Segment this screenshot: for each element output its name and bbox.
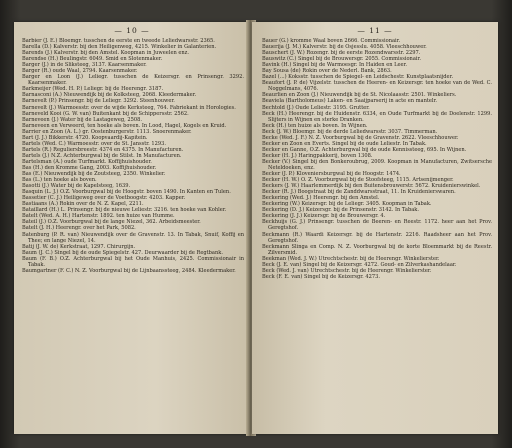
directory-entry: Bechtold (J.) Oude Leliestr. 3195. Grutter.	[262, 104, 370, 111]
directory-entry: Bartels (R.) Reguliersbreestr. 4374 en 4375. In Manufacturen.	[22, 146, 184, 153]
directory-entry: Becker (H. J.) Haringpakkerij, boven 1308.	[262, 152, 373, 159]
directory-entry: Beaviela (Bartholomeus) Laken- en Saaijparserij in acte en mantelr.	[262, 98, 438, 105]
directory-entry: Bas (E.) Nieuwendijk bij de Zoutsteeg, 2350. Winkelier.	[22, 171, 166, 178]
directory-entry: Barnevelt (J.) Warmoesstr. over de wijde Kerksteeg, 764. Fabriekant in Horologies.	[22, 104, 236, 111]
directory-entry: Beckmann (R.) Waardi Keizersgr. bij de Hartenstr. 2216. Raadsheer aan het Prov. Geregtshof.	[262, 231, 492, 244]
directory-entry: Barella (D.) Kalverstr. bij den Heiligenweg, 4215. Winkelier in Galanterien.	[22, 44, 217, 51]
directory-entry: Barends (J.) Kalverstr. bij den Amstel. Koopman in Juweelen enz.	[22, 50, 189, 57]
directory-entry: Bartels (Wed. C.) Warmoesstr. over de St. Jansstr. 1293.	[22, 140, 166, 147]
directory-entry: Bauerija (J. M.) Kalverstr. bij de Osjesslu. 4058. Vleeschhouwer.	[262, 44, 427, 51]
right-page-number: — 11 —	[357, 26, 393, 35]
directory-entry: Bas (L.) ten hoeke als boven.	[22, 177, 97, 184]
directory-entry: Becke (Wed. J. F.) N. Z. Voorburgwal bij de Gravenstr. 2622. Vleeschhouwer.	[262, 134, 459, 141]
directory-entry: Beckhuijs (G. J.) Prinsengr. tusschen de Beeren- en Reestr. 1172. heer aan het Prov. Geregtshof.	[262, 219, 492, 232]
directory-entry: Baumgartner (F. C.) N. Z. Voorburgwal bij de Lijnbaanssteeg, 2484. Kleedermaker.	[22, 267, 236, 274]
directory-entry: Basotti (J.) Water bij de Kapelsteeg, 1639.	[22, 183, 131, 190]
directory-entry: Bartelsman (A.) oude Turfmarkt. Koffijhuishouder.	[22, 158, 152, 165]
directory-entry: Barneveld Kooi (G. W. van) Buitenkant bij de Schippersstr. 2562.	[22, 110, 189, 117]
directory-entry: Barnevelt (P.) Prinsengr. bij de Leliegr. 3292. Steenhouwer.	[22, 98, 175, 105]
left-entry-list	[22, 38, 244, 274]
directory-entry: Becker (J. P.) Kloveniersburgwal bij de Hoogstr. 1474.	[262, 171, 401, 178]
directory-entry: Bateil (J.) O.Z. Voorburgwal bij de lange Niezel, 362. Arbeidsmeester.	[22, 219, 201, 226]
directory-entry: Bauswitz (C.) Singel bij de Brouwersgr. 2055. Commissionair.	[262, 56, 421, 63]
directory-entry: Barger (J.) in de Sliksteeg, 3137. Kaarsenmaker.	[22, 62, 147, 69]
directory-entry: Barkmeijer (Wed. H. P.) Leliegr. bij de Heerengr. 3187.	[22, 86, 164, 93]
directory-entry: Barendse (H.) Beulingstr. 6049. Smid en Slotenmaker.	[22, 56, 163, 63]
directory-entry: Bassetier (C. J.) Heiligeweg over de Voetboogstr. 4203. Kapper.	[22, 195, 186, 202]
directory-entry: Barger (R.) oude Waal, 2794. Kaarsenmaker.	[22, 68, 138, 75]
directory-entry: Barger en Loon (J.) Leliegr. tusschen de Keizersgr. en Prinsengr. 3292. Kaarsenmaker.	[22, 74, 244, 87]
directory-entry: Bastiaans (A.) Rokin over de N. Z. Kapel, 2211.	[22, 201, 144, 208]
directory-entry: Bauschert (J. W.) Rozengr. bij de eerste Rozendwarsstr. 2297.	[262, 50, 421, 57]
directory-entry: Barneveen en Verweerd, ten hoeke als boven. In Lood, Hagel, Kogels en Kruid.	[22, 122, 227, 129]
directory-entry: Batenburg (P. R. van) Nieuwendijk over de Gravenstr. 13. In Tabak, Snuif, Koffij en Thee; en lange Niezel, 14.	[22, 231, 244, 244]
directory-entry: Bartels (J.) N.Z. Achterburgwal bij de Stilst. In Manufacturen.	[22, 152, 182, 159]
directory-entry: Batij (J. W. de) Kerkstraat, 1297. Chirurgijn.	[22, 243, 136, 250]
directory-entry: Barrier en Zoon (A. L.) gr. Oostenburgerstr. 1113. Snoerenmaker.	[22, 128, 192, 135]
directory-entry: Beaufort (J. P. de) Vijzelstr. tusschen de Heeren- en Keizersgr. ten hoeke van de Wed. C. Noggelmans, 4076.	[262, 80, 492, 93]
left-page-number: — 10 —	[114, 26, 150, 35]
left-page	[14, 22, 250, 434]
directory-entry: Bazel (...) Koksstr. tusschen de Spiegel- en Leidschestr. Kunstplaatsnijder.	[262, 74, 454, 81]
directory-entry: Baum (F. B.) O.Z. Achterburgwal bij het Oude Manhuis, 2425. Commissionair in Tabak.	[22, 255, 244, 268]
directory-entry: Beck (J. W.) Bloemgr. bij de derde Leliedwarsstr. 3037. Timmerman.	[262, 128, 438, 135]
directory-entry: Becker en Ganne, O.Z. Achterburgwal bij de oude Kennissteeg, 695. In Wijnen.	[262, 146, 467, 153]
directory-entry: Beck (H.) ten huize als boven. In Wijnen.	[262, 122, 368, 129]
directory-entry: Beckering (J. J.) Keizersgr. bij de Brouwersgr. 4.	[262, 213, 386, 220]
directory-entry: Bay Sousa (de) Rokin over de Nederl. Bank, 2863.	[262, 68, 392, 75]
directory-entry: Becker (V.) Singel bij den Bonkeroubrug, 2009. Koopman in Manufacturen, Zwitsersche Neteldoeken, enz.	[262, 158, 492, 171]
directory-entry: Bart (J. J.) Bikkerstr. 4720. Koopvaardij-Kapitein.	[22, 134, 148, 141]
directory-entry: Basquin (L. J.) O.Z. Voorburgwal bij de Hoogstr. boven 1490. In Kanten en Tulen.	[22, 189, 231, 196]
directory-entry: Beck (F. E. van) Singel bij de Keizersgr. 4273.	[262, 273, 380, 280]
directory-entry: Batelt (Wed. A. H.) Hartenstr. 1892. ten huize van Humme.	[22, 213, 175, 220]
right-page	[252, 22, 498, 434]
directory-entry: Becker en Zoon en Everts. Singel bij de oude Leliestr. In Tabak.	[262, 140, 427, 147]
directory-entry: Beckering (W.) Keizersgr. bij de Leliegr. 3405. Koopman in Tabak.	[262, 201, 432, 208]
right-entry-list	[262, 38, 492, 280]
directory-entry: Bas (H.) den Kromme Gang, 2003. Koffijhuishouder.	[22, 164, 157, 171]
directory-entry: Barbier (J. E.) Bloemgr. tusschen de eerste en tweede Leliedwarsstr. 2365.	[22, 38, 215, 44]
directory-entry: Beekman (Wed. J. W.) Utrechtschestr. bij de Heerengr. Winkelierster.	[262, 255, 440, 262]
directory-entry: Batelt (J. H.) Heerengr. over het Park, 5082.	[22, 225, 136, 232]
directory-entry: Baum (J. C.) Singel bij de oude Spiegelstr. 427. Deurwaarder bij de Regtbank.	[22, 249, 223, 256]
directory-entry: Beck (Wed. J. van) Utrechtschestr. bij de Heerengr. Winkelierster.	[262, 267, 432, 274]
directory-entry: Barneveen (J.) Water bij de Lastageweg, 2508.	[22, 116, 142, 123]
directory-entry: Beaurlien en Zoon (J.) Nieuwendijk bij de St. Nicolaasstr. 2501. Winkeliers.	[262, 92, 457, 99]
directory-entry: Becker (H. W.) O. Z. Voorburgwal bij de Stoofsteeg, 1115. Artsenijmenger.	[262, 177, 454, 184]
directory-entry: Beckering (D. J.) Keizersgr. bij de Prinsenstr. 3142. In Tabak.	[262, 207, 419, 214]
directory-entry: Beckmann Slinga en Comp. N. Z. Voorburgwal bij de korte Bloemmarkt bij de Reestr. Zilversmid.	[262, 243, 492, 256]
directory-entry: Beck (H.) Heerengr. bij de Huidenstr. 6334, en Oude Turfmarkt bij de Doelenstr. 1299. Slijters in Wijnen en sterke Dranken.	[262, 110, 492, 123]
directory-entry: Barnasconi (A.) Nieuwendijk bij de Kolksteeg, 2068. Kleedermaker.	[22, 92, 197, 99]
directory-entry: Bataillard (H.) L. Prinsengr. bij de nieuwe Leliestr. 3216. ten hoeke van Kohler.	[22, 207, 227, 214]
directory-entry: Becker (R. J.) Boogstraat bij de Zanddwarsstraat, 11. In Kruidenierswaren.	[262, 189, 456, 196]
directory-entry: Beckering (Wed. J.) Heerengr. bij den Amstel.	[262, 195, 380, 202]
directory-entry: Bauer (G.) kromme Waal boven 2666. Commissionair.	[262, 38, 401, 44]
directory-entry: Bavink (H.) Singel bij de Warmoesgr. In Haiden en Leer.	[262, 62, 408, 69]
directory-entry: Beckers (J. W.) Haarlemmerdijk bij den Buitensbrouwerstr. 5672. Kruidenierswinkel.	[262, 183, 481, 190]
directory-entry: Beck (J. E. van) Singel bij de Keizersgr. 4272. Goud- en Zilverkashandelaar.	[262, 261, 457, 268]
